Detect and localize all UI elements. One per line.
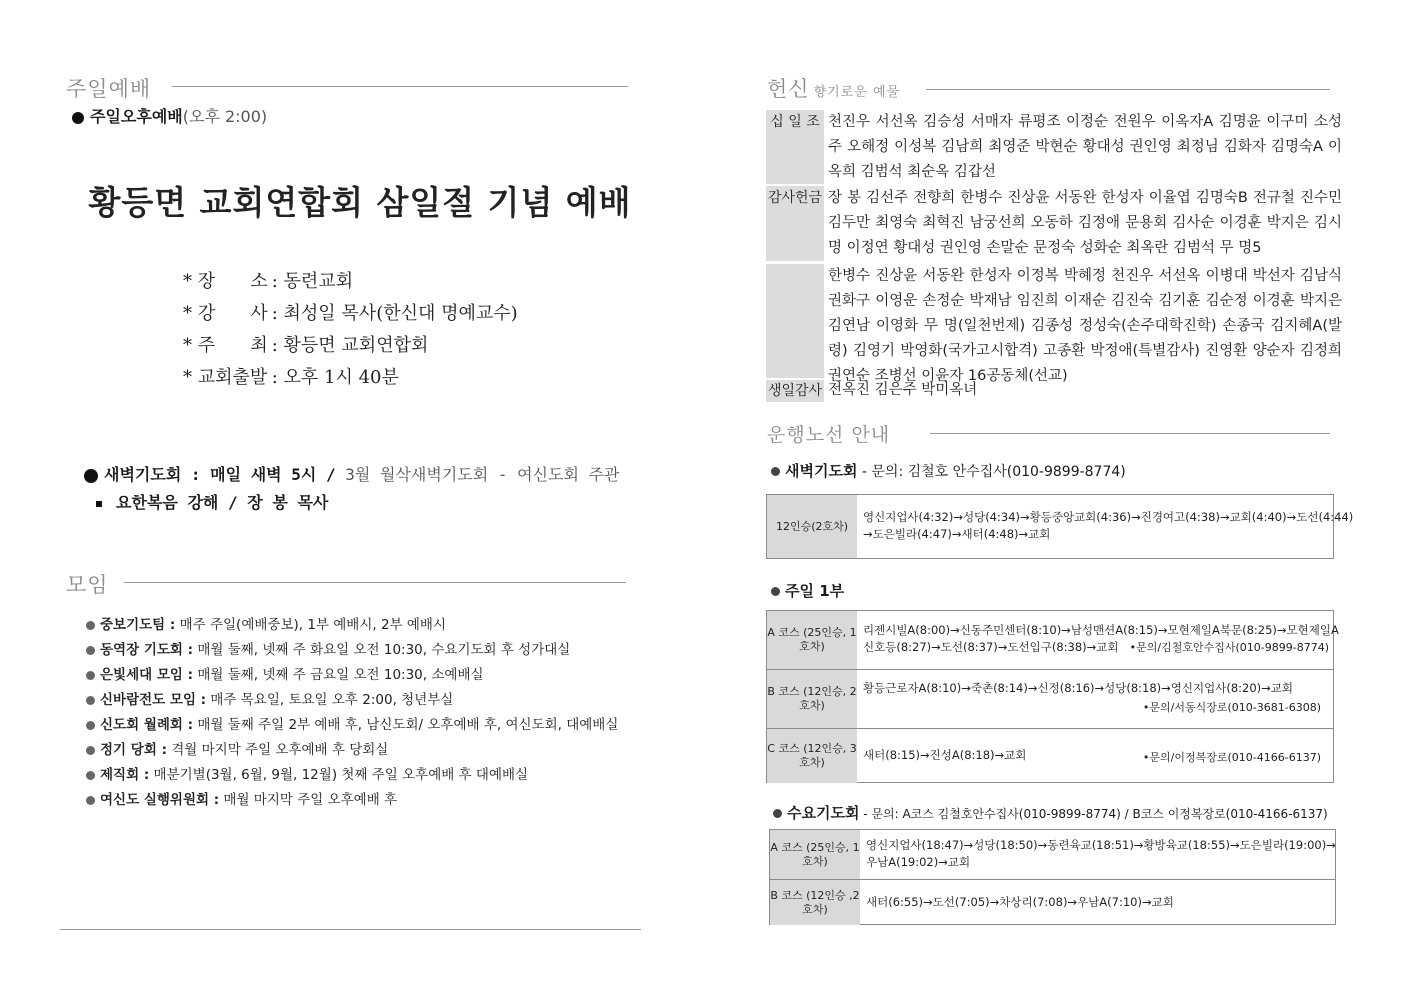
- route-vehicle: B 코스 (12인승 ,2호차): [770, 880, 860, 925]
- route-section-title: 운행노선 안내: [767, 424, 891, 446]
- route-line: →도은빌라(4:47)→새터(4:48)→교회: [863, 527, 1051, 541]
- bullet-icon: [86, 796, 95, 805]
- offering-names: 천진우 서선옥 김승성 서매자 류평조 이정순 전원우 이옥자A 김명윤 이구미 소성주 오해정 이성복 김남희 최영준 박현순 황대성 권인영 최정님 김화자 김명숙A 이옥희 김범석 최순옥 김갑선: [828, 114, 1342, 180]
- meeting-item: [86, 688, 453, 708]
- afternoon-worship-line: [72, 104, 267, 127]
- meeting-item: [86, 763, 528, 783]
- asterisk-icon: *: [183, 335, 192, 356]
- meeting-desc: 매월 둘째, 넷째 주 금요일 오전 10:30, 소예배실: [193, 667, 484, 683]
- meeting-item: [86, 638, 570, 658]
- asterisk-icon: *: [183, 303, 192, 324]
- bullet-icon: [771, 467, 780, 476]
- route-vehicle: B 코스 (12인승, 2호차): [767, 670, 857, 728]
- route-line: 황등근로자A(8:10)→죽촌(8:14)→신정(8:16)→성당(8:18)→영신지업사(8:20)→교회: [863, 681, 1293, 695]
- dawn-prayer-sub: [96, 490, 328, 513]
- route-vehicle: A 코스 (25인승, 1호차): [770, 830, 860, 879]
- route-vehicle: A 코스 (25인승, 1호차): [767, 611, 857, 669]
- meeting-item: [86, 613, 446, 633]
- route-line: 우남A(19:02)→교회: [866, 855, 971, 869]
- meeting-name: 신바람전도 모임 :: [100, 692, 207, 708]
- bullet-icon: [72, 112, 84, 124]
- meeting-desc: 매월 둘째 주일 2부 예배 후, 남신도회/ 오후예배 후, 여신도회, 대예배실: [193, 717, 619, 733]
- detail-host: * 주 최 : 황등면 교회연합회: [183, 331, 428, 357]
- route-line: 신호등(8:27)→도선(8:37)→도선입구(8:38)→교회: [863, 640, 1119, 654]
- meeting-name: 여신도 실행위원회 :: [100, 792, 220, 808]
- meeting-desc: 매월 마지막 주일 오후예배 후: [219, 792, 398, 808]
- route-contact: •문의/김철호안수집사(010-9899-8774): [1129, 641, 1329, 654]
- dawn-route-heading: [771, 460, 1126, 481]
- route-line: 새터(6:55)→도선(7:05)→차상리(7:08)→우남A(7:10)→교회: [866, 895, 1174, 909]
- bullet-icon: [773, 809, 782, 818]
- offering-section-title: [767, 73, 900, 103]
- detail-value: 오후 1시 40분: [283, 367, 399, 388]
- dawn-prayer-line: [84, 462, 619, 485]
- offering-title-rule: [926, 89, 1330, 90]
- dawn-prayer-note: 3월 월삭새벽기도회 - 여신도회 주관: [345, 465, 620, 484]
- sunday-route-table: [766, 610, 1339, 783]
- route-stops: [863, 509, 1354, 543]
- meeting-desc: 매분기별(3월, 6월, 9월, 12월) 첫째 주일 오후예배 후 대예배실: [149, 767, 529, 783]
- offering-title: 헌신: [767, 77, 810, 101]
- meeting-title-rule: [124, 582, 626, 583]
- bullet-icon: [86, 671, 95, 680]
- meeting-name: 동역장 기도회 :: [100, 642, 194, 658]
- offering-label: [766, 264, 824, 378]
- route-row: [770, 879, 1335, 925]
- dawn-prayer-sub-text: 요한복음 강해 / 장 봉 목사: [116, 493, 329, 512]
- wednesday-route-heading: [773, 802, 1328, 823]
- route-row: [770, 830, 1335, 879]
- route-line: 새터(8:15)→진성A(8:18)→교회: [863, 748, 1027, 762]
- bullet-icon: [86, 621, 95, 630]
- worship-title-rule: [172, 86, 628, 87]
- asterisk-icon: *: [183, 271, 192, 292]
- meeting-item: [86, 788, 397, 808]
- meeting-desc: 격월 마지막 주일 오후예배 후 당회실: [166, 742, 389, 758]
- bullet-icon: [771, 587, 780, 596]
- dawn-route-table: [766, 494, 1354, 559]
- detail-venue: * 장 소 : 동련교회: [183, 267, 353, 293]
- route-contact: •문의/이정복장로(010-4166-6137): [1142, 751, 1321, 764]
- detail-value: 최성일 목사(한신대 명예교수): [283, 303, 518, 324]
- route-row: [767, 495, 1354, 558]
- left-footer-rule: [60, 929, 641, 930]
- meeting-desc: 매주 목요일, 토요일 오후 2:00, 청년부실: [206, 692, 454, 708]
- dawn-prayer-main: 새벽기도회 : 매일 새벽 5시 /: [104, 465, 336, 484]
- afternoon-worship-time: (오후 2:00): [182, 107, 268, 126]
- offering-label: 감사헌금: [766, 186, 824, 261]
- meeting-name: 은빛세대 모임 :: [100, 667, 194, 683]
- offering-label: 생일감사: [766, 380, 824, 402]
- worship-section-title: 주일예배: [66, 77, 152, 101]
- route-stops: [866, 894, 1331, 911]
- meeting-section-title: 모임: [66, 573, 109, 597]
- bullet-icon: [86, 721, 95, 730]
- dawn-route-contact: - 문의: 김철호 안수집사(010-9899-8774): [857, 464, 1126, 480]
- meeting-name: 신도회 월례회 :: [100, 717, 194, 733]
- afternoon-worship-label: 주일오후예배: [90, 107, 183, 126]
- meeting-item: [86, 713, 618, 733]
- event-title: 황등면 교회연합회 삼일절 기념 예배: [88, 183, 632, 222]
- bullet-icon: [84, 469, 98, 483]
- detail-key: 강 사: [197, 303, 268, 324]
- wednesday-route-contact: - 문의: A코스 김철호안수집사(010-9899-8774) / B코스 이정복장로(010-4166-6137): [859, 807, 1328, 821]
- square-bullet-icon: [96, 501, 102, 507]
- route-row: [767, 611, 1339, 669]
- meeting-desc: 매주 주일(예배중보), 1부 예배시, 2부 예배시: [175, 617, 447, 633]
- wednesday-route-title: 수요기도회: [787, 804, 860, 822]
- route-line: 영신지업사(4:32)→성당(4:34)→황등중앙교회(4:36)→진경여고(4:38)→교회(4:40)→도선(4:44): [863, 510, 1354, 524]
- sunday-route-title: 주일 1부: [785, 582, 845, 600]
- bullet-icon: [86, 696, 95, 705]
- offering-names: 전옥진 김은주 박미옥녀: [828, 382, 978, 398]
- offering-label: 십 일 조: [766, 110, 824, 184]
- route-row: [767, 728, 1333, 783]
- detail-key: 장 소: [197, 271, 268, 292]
- meeting-item: [86, 663, 484, 683]
- detail-speaker: * 강 사 : 최성일 목사(한신대 명예교수): [183, 299, 518, 325]
- detail-key: 주 최: [197, 335, 268, 356]
- detail-value: 황등면 교회연합회: [283, 335, 429, 356]
- meeting-name: 중보기도팀 :: [100, 617, 176, 633]
- route-contact: •문의/서동식장로(010-3681-6308): [1142, 701, 1321, 714]
- dawn-route-title: 새벽기도회: [785, 462, 858, 480]
- offering-row-tithe: [766, 110, 1342, 184]
- offering-subtitle: 향기로운 예물: [813, 85, 901, 100]
- route-stops: [863, 680, 1329, 697]
- route-line: 리젠시빌A(8:00)→신동주민센터(8:10)→남성맨션A(8:15)→모현제일A북문(8:25)→모현제일A: [863, 623, 1339, 637]
- meeting-name: 정기 당회 :: [100, 742, 167, 758]
- detail-value: 동련교회: [283, 271, 354, 292]
- detail-departure: * 교회출발 : 오후 1시 40분: [183, 363, 399, 389]
- offering-row-thanks: [766, 186, 1342, 261]
- bullet-icon: [86, 646, 95, 655]
- route-row: [767, 669, 1333, 728]
- offering-names: 장 봉 김선주 전향희 한병수 진상윤 서동완 한성자 이율엽 김명숙B 전규철 진수민 김두만 최영숙 최혁진 남궁선희 오동하 김정애 문용회 김사순 이경훈 박지은 김시명 이정연 황대성 권인영 손말순 문정숙 성화순 최옥란 김범석 무 명5: [828, 190, 1342, 256]
- route-vehicle: C 코스 (12인승, 3호차): [767, 729, 857, 783]
- asterisk-icon: *: [183, 367, 192, 388]
- wednesday-route-table: [769, 829, 1336, 925]
- bullet-icon: [86, 746, 95, 755]
- route-title-rule: [930, 433, 1330, 434]
- detail-key: 교회출발: [197, 367, 268, 388]
- offering-names: 한병수 진상윤 서동완 한성자 이정복 박혜정 천진우 서선옥 이병대 박선자 김남식 권화구 이영운 손정순 박재남 임진희 이재순 김진숙 김기훈 김순정 이경훈 박지은 김연남 이영화 무 명(일천번제) 김종성 정성숙(손주대학진학) 손종국 김지혜A(발령) 김영기 박영화(국가고시합격) 고종환 박정애(특별감사) 진영환 양순자 김정희 권연순 조병선 이윤자 16공동체(선교): [828, 268, 1342, 384]
- route-line: 영신지업사(18:47)→성당(18:50)→동련육교(18:51)→황방육교(18:55)→도은빌라(19:00)→: [866, 838, 1336, 852]
- route-stops: [866, 837, 1336, 871]
- bullet-icon: [86, 771, 95, 780]
- offering-row-thanks-continued: [766, 264, 1342, 384]
- sunday-route-heading: [771, 580, 844, 601]
- route-vehicle: 12인승(2호차): [767, 495, 857, 558]
- meeting-desc: 매월 둘째, 넷째 주 화요일 오전 10:30, 수요기도회 후 성가대실: [193, 642, 571, 658]
- meeting-name: 제직회 :: [100, 767, 150, 783]
- meeting-item: [86, 738, 388, 758]
- offering-row-birthday: [766, 380, 1342, 402]
